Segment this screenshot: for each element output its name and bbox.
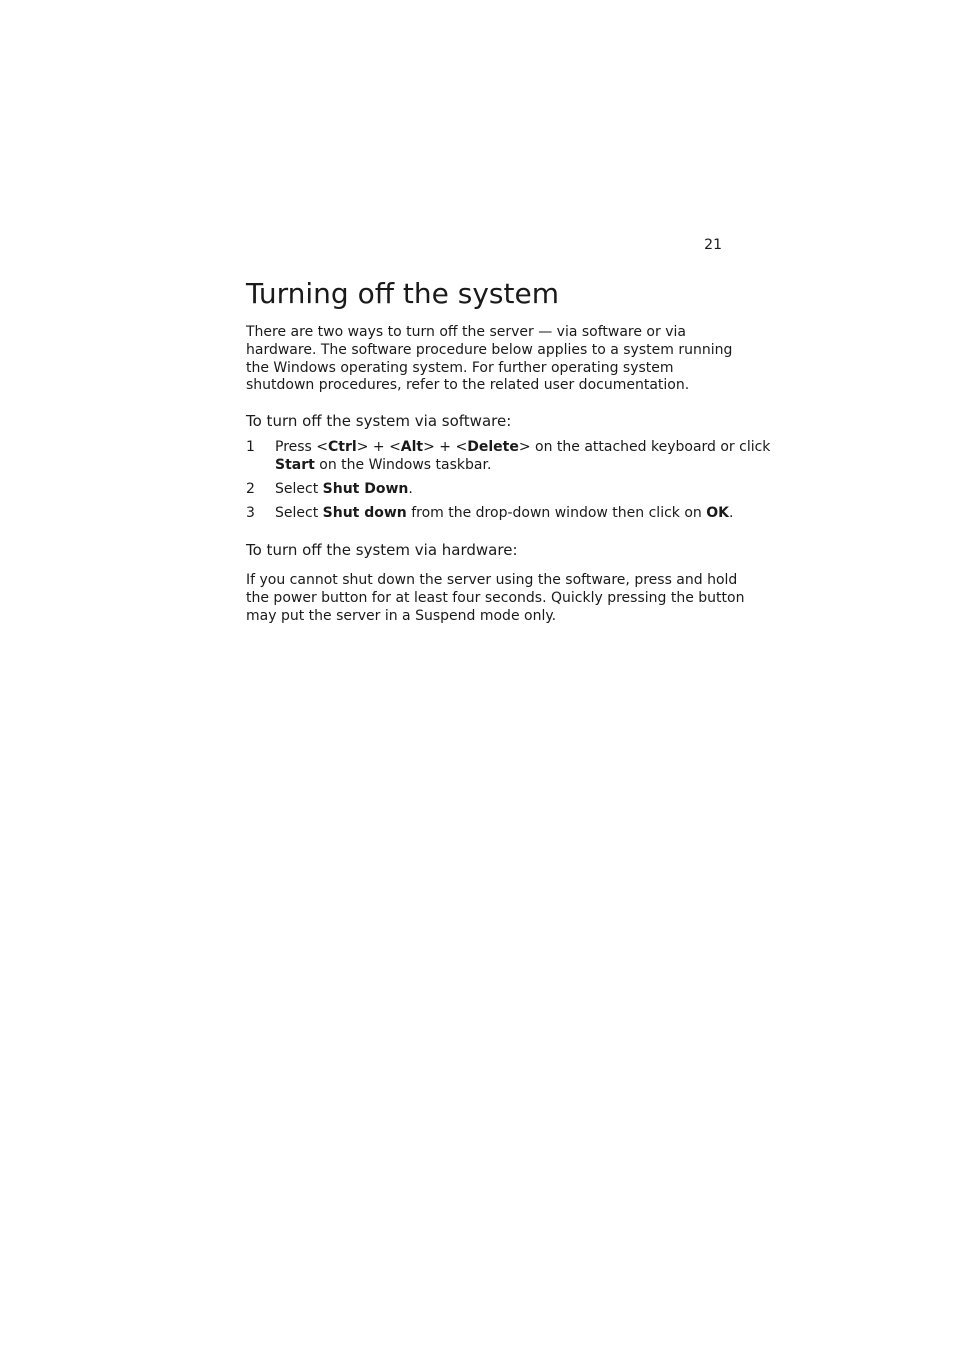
software-heading: To turn off the system via software: xyxy=(246,412,512,430)
intro-line: the Windows operating system. For further operating system xyxy=(246,359,674,376)
step-line: Press <Ctrl> + <Alt> + <Delete> on the attached keyboard or click xyxy=(275,439,771,455)
hardware-paragraph xyxy=(246,572,745,625)
shut-down-option: Shut down xyxy=(322,505,407,521)
step-text xyxy=(275,481,736,499)
step-line: Select Shut Down. xyxy=(275,481,413,497)
intro-line: There are two ways to turn off the server — via software or via xyxy=(246,324,686,340)
intro-paragraph xyxy=(246,324,736,395)
intro-line: hardware. The software procedure below applies to a system running xyxy=(246,341,733,358)
intro-line: shutdown procedures, refer to the related user documentation. xyxy=(246,377,690,394)
step-item xyxy=(246,439,771,475)
hardware-heading: To turn off the system via hardware: xyxy=(246,541,518,559)
step-number: 1 xyxy=(246,439,255,455)
step-number: 2 xyxy=(246,481,255,497)
ok-label: OK xyxy=(706,505,729,521)
step-text xyxy=(275,505,736,523)
key-delete: Delete xyxy=(467,439,519,455)
step-item xyxy=(246,505,736,523)
hardware-line: If you cannot shut down the server using the software, press and hold xyxy=(246,572,738,588)
shut-down-label: Shut Down xyxy=(322,481,409,497)
step-number: 3 xyxy=(246,505,255,521)
key-alt: Alt xyxy=(400,439,424,455)
page-number: 21 xyxy=(704,237,722,253)
page-title: Turning off the system xyxy=(246,277,559,310)
hardware-line: the power button for at least four seconds. Quickly pressing the button xyxy=(246,589,745,606)
step-line: Start on the Windows taskbar. xyxy=(275,456,492,473)
key-ctrl: Ctrl xyxy=(328,439,357,455)
step-item xyxy=(246,481,736,499)
step-line: Select Shut down from the drop-down window then click on OK. xyxy=(275,505,734,521)
step-text xyxy=(275,439,771,475)
hardware-line: may put the server in a Suspend mode only. xyxy=(246,607,557,624)
start-label: Start xyxy=(275,456,315,473)
